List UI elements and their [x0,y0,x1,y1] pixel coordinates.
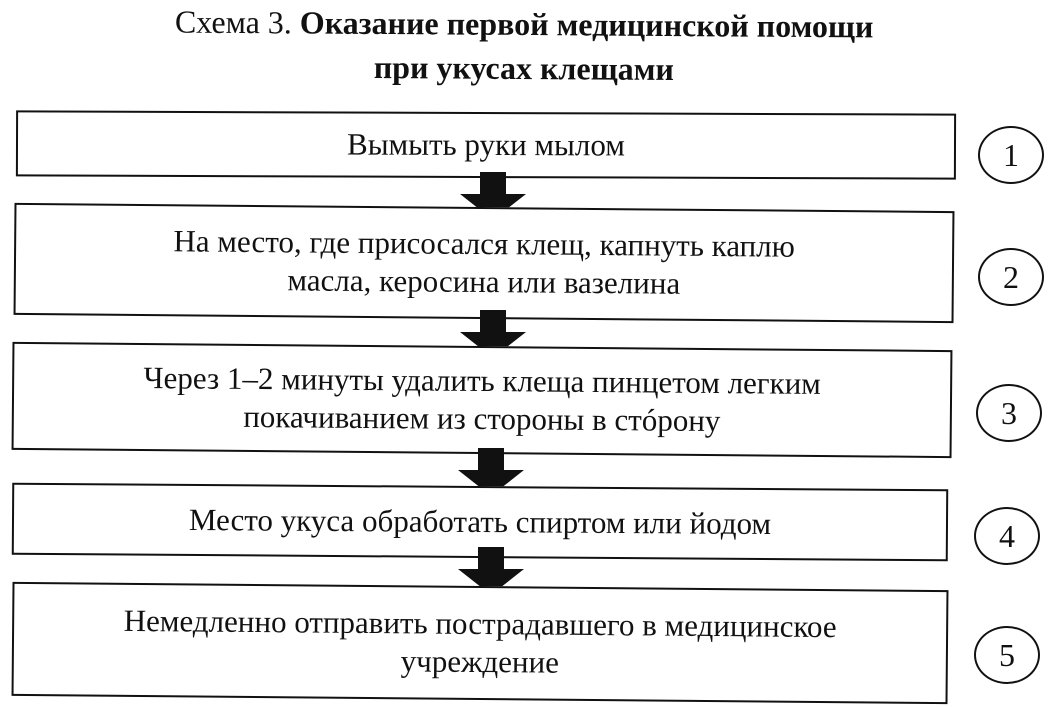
step-number-2: 2 [978,248,1044,306]
step-number-4: 4 [974,507,1040,565]
step-text-1: Вымыть руки мылом [347,126,625,163]
step-box-1 [16,110,956,179]
step-number-3: 3 [976,384,1042,442]
step-box-2 [14,203,955,323]
title-main-line1: Оказание первой медицинской помощи [299,4,874,45]
step-text-3: Через 1–2 минуты удалить клеща пинцетом легким покачиванием из стороны в стóрону [143,360,822,439]
step-text-4: Место укуса обработать спиртом или йодом [188,501,772,542]
title-main-line2: при укусах клещами [373,48,675,88]
step-number-1: 1 [978,126,1044,184]
diagram-title [0,0,1048,94]
step-number-5: 5 [974,626,1040,684]
step-text-2: На место, где присосался клещ, капнуть каплю масла, керосина или вазелина [173,223,796,301]
title-prefix: Схема 3. [174,3,293,41]
step-box-5 [12,582,949,704]
step-text-5: Немедленно отправить пострадавшего в медицинское учреждение [123,602,837,680]
step-box-3 [12,342,953,458]
